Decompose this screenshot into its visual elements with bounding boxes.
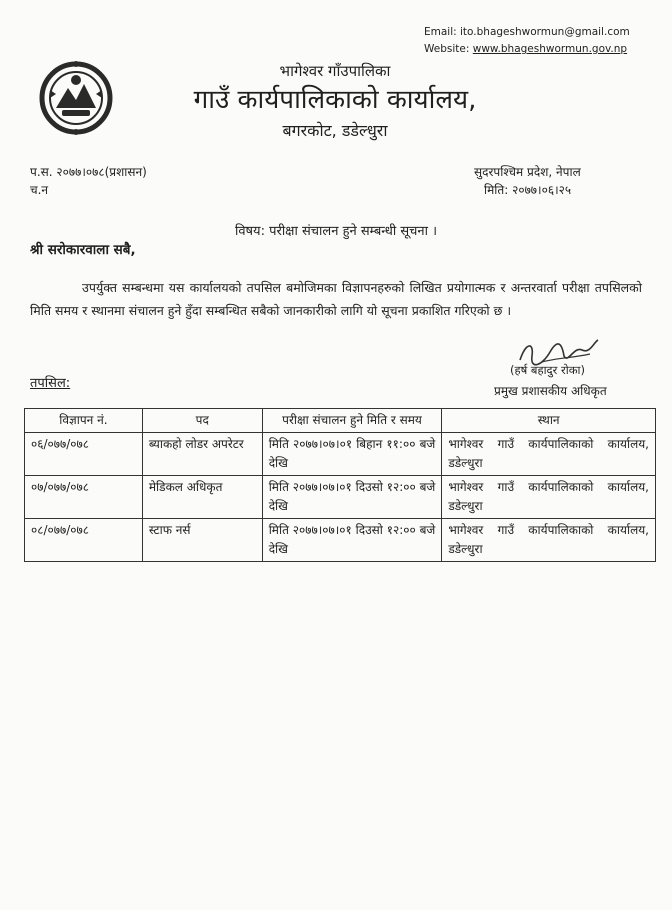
letter-number: प.स. २०७७।०७८(प्रशासन) [30, 165, 147, 179]
reference-right [474, 163, 581, 199]
signatory-title: प्रमुख प्रशासकीय अधिकृत [494, 384, 607, 398]
notice-body: उपर्युक्त सम्बन्धमा यस कार्यालयको तपसिल बमोजिमका विज्ञापनहरुको लिखित प्रयोगात्मक र अन्तरवार्ता परीक्षा तपसिलको मिति समय र स्थानमा संचालन हुने हुँदा सम्बन्धित सबैको जानकारीको लागि यो सूचना प्रकाशित गरिएको छ । [30, 280, 642, 318]
reference-left [30, 163, 147, 199]
advertisement-number: ०६/०७७/०७८ [25, 433, 143, 476]
advertisement-number: ०७/०७७/०७८ [25, 476, 143, 519]
exam-date-time: मिति २०७७।०७।०१ बिहान ११:०० बजे देखि [262, 433, 442, 476]
dispatch-number: च.न [30, 183, 49, 197]
post-name: ब्याकहो लोडर अपरेटर [142, 433, 262, 476]
exam-date-time: मिति २०७७।०७।०१ दिउसो १२:०० बजे देखि [262, 519, 442, 562]
exam-venue: भागेश्वर गाउँ कार्यपालिकाको कार्यालय, डडेल्धुरा [442, 433, 656, 476]
salutation: श्री सरोकारवाला सबै, [30, 242, 136, 258]
letterhead [170, 60, 500, 144]
email-line [424, 24, 630, 41]
email-address[interactable]: ito.bhageshwormun@gmail.com [460, 26, 630, 38]
website-label: Website: [424, 43, 470, 55]
table-header-row [25, 409, 656, 433]
contact-block [424, 24, 630, 58]
table-row [25, 476, 656, 519]
letter-date: मिति: २०७७।०६।२५ [484, 183, 572, 197]
table-row [25, 433, 656, 476]
exam-date-time: मिति २०७७।०७।०१ दिउसो १२:०० बजे देखि [262, 476, 442, 519]
header-exam-date-time: परीक्षा संचालन हुने मिति र समय [262, 409, 442, 433]
website-link[interactable]: www.bhageshwormun.gov.np [472, 43, 628, 55]
signatory-name: (हर्ष बहादुर रोका) [510, 363, 585, 377]
table-row [25, 519, 656, 562]
header-venue: स्थान [442, 409, 656, 433]
subject-line: विषय: परीक्षा संचालन हुने सम्बन्धी सूचना । [234, 224, 438, 239]
website-line [424, 41, 630, 58]
schedule-label: तपसिल: [30, 376, 71, 391]
header-advertisement-no: विज्ञापन नं. [25, 409, 143, 433]
post-name: मेडिकल अधिकृत [142, 476, 262, 519]
exam-venue: भागेश्वर गाउँ कार्यपालिकाको कार्यालय, डडेल्धुरा [442, 476, 656, 519]
header-post: पद [142, 409, 262, 433]
province-name: सुदरपश्चिम प्रदेश, नेपाल [474, 165, 581, 179]
advertisement-number: ०८/०७७/०७८ [25, 519, 143, 562]
exam-venue: भागेश्वर गाउँ कार्यपालिकाको कार्यालय, डडेल्धुरा [442, 519, 656, 562]
email-label: Email: [424, 26, 457, 38]
exam-schedule-table [24, 408, 656, 562]
office-name: गाउँ कार्यपालिकाको कार्यालय, [193, 85, 477, 115]
post-name: स्टाफ नर्स [142, 519, 262, 562]
office-address: बगरकोट, डडेल्धुरा [282, 121, 388, 140]
government-emblem-icon [38, 60, 114, 136]
municipality-name: भागेश्वर गाँउपालिका [279, 62, 391, 80]
